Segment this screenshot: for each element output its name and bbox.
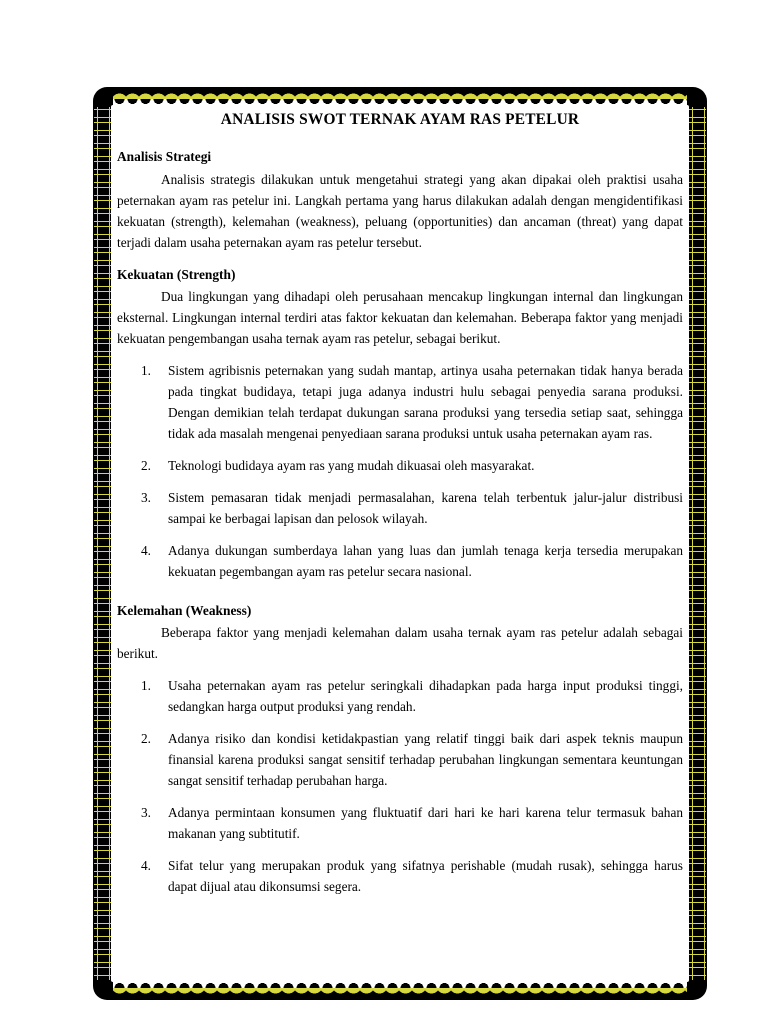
list-item: Adanya dukungan sumberdaya lahan yang luas dan jumlah tenaga kerja tersedia merupakan kekuatan pegembangan ayam ras petelur secara nasional.: [168, 542, 683, 579]
list-item: Sifat telur yang merupakan produk yang sifatnya perishable (mudah rusak), sehingga harus dapat dijual atau dikonsumsi segera.: [168, 857, 683, 894]
section-heading: Kekuatan (Strength): [117, 266, 236, 282]
list-item: Usaha peternakan ayam ras petelur seringkali dihadapkan pada harga input produksi tinggi, sedangkan harga output produksi yang rendah.: [168, 677, 683, 714]
section-paragraph: Dua lingkungan yang dihadapi oleh perusahaan mencakup lingkungan internal dan lingkungan eksternal. Lingkungan internal terdiri atas faktor kekuatan dan kelemahan. Beberapa faktor yang menjadi kekuatan pengembangan usaha ternak ayam ras petelur, sebagai berikut.: [117, 288, 683, 346]
list-item: Adanya risiko dan kondisi ketidakpastian yang relatif tinggi baik dari aspek teknis maupun finansial karena produksi sangat sensitif terhadap perubahan lingkungan sementara keuntungan sangat sensitif terhadap perubahan harga.: [168, 730, 683, 788]
numbered-list: [117, 360, 683, 582]
list-item: Sistem pemasaran tidak menjadi permasalahan, karena telah terbentuk jalur-jalur distribusi sampai ke berbagai lapisan dan pelosok wilayah.: [168, 489, 683, 526]
section-heading: Analisis Strategi: [117, 149, 212, 165]
list-item: Adanya permintaan konsumen yang fluktuatif dari hari ke hari karena telur termasuk bahan makanan yang subtitutif.: [168, 804, 683, 841]
list-item: Sistem agribisnis peternakan yang sudah mantap, artinya usaha peternakan tidak hanya berada pada tingkat budidaya, tetapi juga adanya industri hulu sebagai penyedia sarana produksi. Dengan demikian telah terdapat dukungan sarana produksi yang tersedia setiap saat, sehingga tidak ada masalah mengenai penyediaan sarana produksi untuk usaha peternakan ayam ras.: [168, 362, 683, 441]
border-band-left: [94, 107, 111, 980]
border-band-right: [689, 107, 706, 980]
section-heading: Kelemahan (Weakness): [117, 602, 252, 618]
section-paragraph: Beberapa faktor yang menjadi kelemahan dalam usaha ternak ayam ras petelur adalah sebagai berikut.: [117, 624, 683, 661]
document-body: [111, 100, 689, 985]
section-kelemahan-weakness: [117, 600, 683, 897]
section-spacer: [117, 593, 683, 600]
section-paragraph: Analisis strategis dilakukan untuk mengetahui strategi yang akan dipakai oleh praktisi usaha peternakan ayam ras petelur ini. Langkah pertama yang harus dilakukan adalah dengan mengidentifikasi kekuatan (strength), kelemahan (weakness), peluang (opportunities) dan ancaman (threat) yang dapat terjadi dalam usaha peternakan ayam ras petelur tersebut.: [117, 171, 683, 250]
page-title: ANALISIS SWOT TERNAK AYAM RAS PETELUR: [220, 111, 580, 128]
section-kekuatan-strength: [117, 264, 683, 582]
list-item: Teknologi budidaya ayam ras yang mudah dikuasai oleh masyarakat.: [168, 457, 535, 473]
section-analisis-strategi: [117, 146, 683, 252]
numbered-list: [117, 675, 683, 897]
